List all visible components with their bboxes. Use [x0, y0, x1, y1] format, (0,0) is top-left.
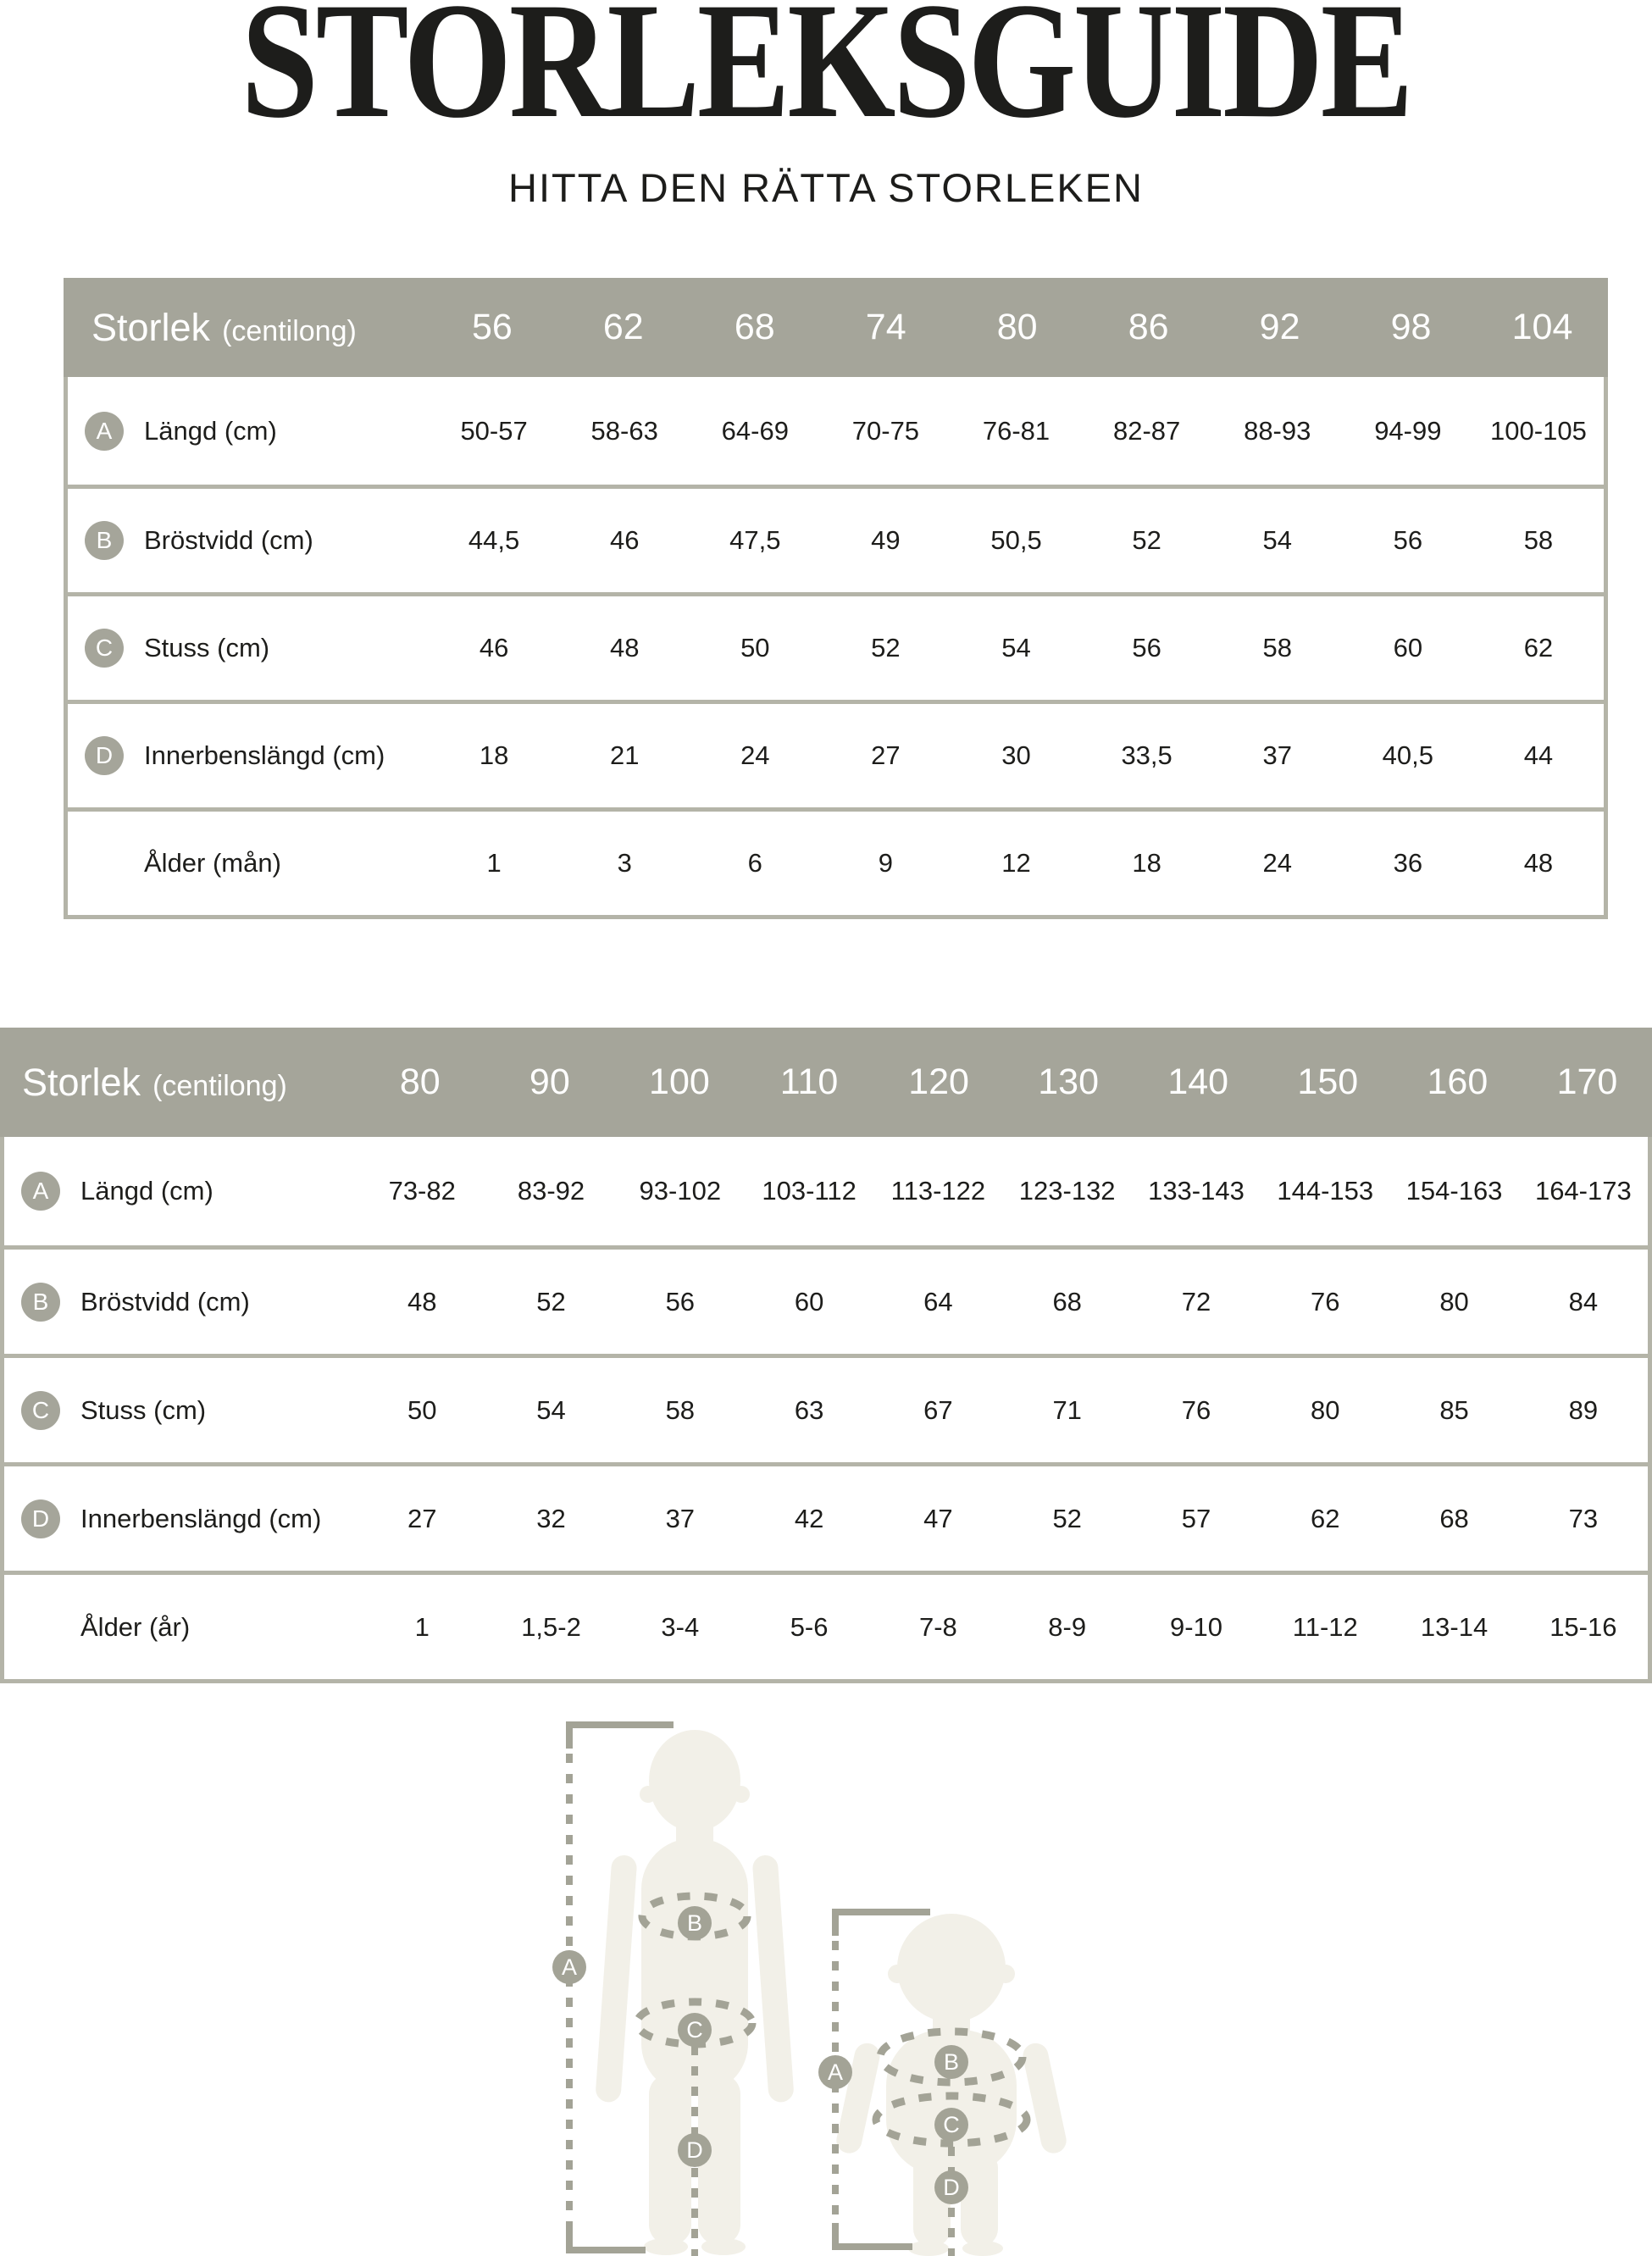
- row-label-cell: [4, 1172, 358, 1211]
- row-label: Längd (cm): [144, 415, 277, 446]
- size-value-cell: 49: [871, 525, 901, 555]
- size-value-cell: 47: [923, 1503, 953, 1533]
- measure-badge: C: [21, 1391, 60, 1430]
- size-value-cell: 56: [1132, 633, 1161, 662]
- size-value-cell: 54: [536, 1394, 566, 1425]
- size-column-header: 100: [649, 1061, 710, 1102]
- size-value-cell: 24: [740, 740, 770, 770]
- size-column-header: 160: [1427, 1061, 1488, 1102]
- size-column-header: 90: [529, 1061, 570, 1102]
- table-header-row: [64, 278, 1608, 377]
- size-value-cell: 57: [1181, 1503, 1211, 1533]
- size-value-cell: 7-8: [918, 1611, 957, 1642]
- size-value-cell: 67: [923, 1394, 953, 1425]
- size-column-header: 130: [1038, 1061, 1100, 1102]
- figure-badge-letter: A: [561, 1954, 578, 1980]
- table-header-label-cell: [0, 1061, 355, 1105]
- size-value-cell: 84: [1568, 1286, 1599, 1316]
- row-label: Stuss (cm): [144, 633, 270, 662]
- size-value-cell: 54: [1262, 525, 1292, 555]
- table-row: [4, 1245, 1648, 1354]
- size-value-cell: 50: [740, 633, 770, 662]
- figure-badge-letter: D: [943, 2175, 960, 2200]
- size-value-cell: 82-87: [1112, 415, 1181, 446]
- size-value-cell: 8-9: [1048, 1611, 1087, 1642]
- size-value-cell: 62: [1311, 1503, 1340, 1533]
- row-label: Bröstvidd (cm): [144, 525, 313, 555]
- size-column-header: 98: [1390, 307, 1432, 347]
- size-value-cell: 89: [1568, 1394, 1599, 1425]
- size-header-unit: (centilong): [152, 1069, 287, 1102]
- size-column-header: 74: [865, 307, 906, 347]
- size-value-cell: 13-14: [1420, 1611, 1488, 1642]
- size-value-cell: 64: [923, 1286, 953, 1316]
- size-column-header: 86: [1128, 307, 1169, 347]
- size-column-header: 80: [399, 1061, 441, 1102]
- row-label-cell: [4, 1283, 358, 1322]
- row-label-cell: [68, 629, 429, 668]
- table-header-row: [0, 1028, 1652, 1137]
- row-label-cell: [68, 736, 429, 775]
- size-column-header: 62: [602, 307, 644, 347]
- size-value-cell: 80: [1311, 1394, 1340, 1425]
- table-row: [4, 1137, 1648, 1245]
- size-column-header: 92: [1259, 307, 1300, 347]
- size-value-cell: 1: [414, 1611, 430, 1642]
- page-title: STORLEKSGUIDE: [241, 0, 1411, 152]
- size-value-cell: 63: [794, 1394, 824, 1425]
- figure-badge-letter: C: [943, 2112, 960, 2137]
- size-value-cell: 70-75: [851, 415, 920, 446]
- size-value-cell: 164-173: [1534, 1176, 1632, 1206]
- size-value-cell: 48: [1523, 848, 1554, 878]
- row-label: Bröstvidd (cm): [80, 1286, 250, 1316]
- size-column-header: 68: [734, 307, 775, 347]
- size-value-cell: 73-82: [388, 1176, 456, 1206]
- size-value-cell: 58: [1523, 525, 1554, 555]
- size-value-cell: 58-63: [590, 415, 658, 446]
- table-row: [68, 807, 1604, 915]
- figure-measure-badge: [818, 2055, 852, 2089]
- size-value-cell: 46: [479, 633, 509, 662]
- size-column-header: 56: [471, 307, 513, 347]
- row-label-cell: [4, 1608, 358, 1647]
- size-value-cell: 18: [479, 740, 509, 770]
- row-label-cell: [68, 412, 429, 451]
- size-value-cell: 56: [1393, 525, 1423, 555]
- table-row: [68, 592, 1604, 700]
- size-value-cell: 76: [1311, 1286, 1340, 1316]
- size-value-cell: 85: [1439, 1394, 1469, 1425]
- table-body: [64, 377, 1608, 919]
- figure-measure-badge: [678, 2013, 712, 2047]
- row-label: Längd (cm): [80, 1176, 213, 1206]
- size-value-cell: 5-6: [790, 1611, 829, 1642]
- size-value-cell: 58: [1262, 633, 1292, 662]
- measure-badge: C: [85, 629, 124, 668]
- size-column-header: 80: [996, 307, 1038, 347]
- size-value-cell: 73: [1568, 1503, 1599, 1533]
- size-column-header: 110: [779, 1061, 839, 1102]
- row-label: Innerbenslängd (cm): [80, 1503, 322, 1533]
- size-value-cell: 71: [1052, 1394, 1082, 1425]
- size-value-cell: 58: [665, 1394, 696, 1425]
- size-value-cell: 48: [407, 1286, 437, 1316]
- figure-badge-letter: D: [686, 2137, 703, 2163]
- size-value-cell: 3-4: [661, 1611, 700, 1642]
- figure-measure-badge: [934, 2108, 968, 2142]
- row-label-cell: [4, 1391, 358, 1430]
- row-label-cell: [68, 521, 429, 560]
- row-label: Innerbenslängd (cm): [144, 740, 385, 770]
- measurement-figure: [0, 1720, 1652, 2256]
- table-row: [68, 377, 1604, 485]
- size-column-header: 104: [1511, 307, 1573, 347]
- size-value-cell: 6: [747, 848, 762, 878]
- size-value-cell: 54: [1001, 633, 1031, 662]
- measure-badge: B: [85, 521, 124, 560]
- size-value-cell: 52: [1132, 525, 1161, 555]
- size-value-cell: 72: [1181, 1286, 1211, 1316]
- size-value-cell: 60: [794, 1286, 824, 1316]
- table-row: [4, 1462, 1648, 1571]
- figure-badge-letter: B: [943, 2049, 960, 2075]
- size-value-cell: 27: [407, 1503, 437, 1533]
- size-value-cell: 47,5: [729, 525, 781, 555]
- figure-measure-badge: [678, 1906, 712, 1940]
- size-value-cell: 62: [1523, 633, 1554, 662]
- measure-badge: D: [21, 1499, 60, 1538]
- size-value-cell: 50,5: [990, 525, 1042, 555]
- size-value-cell: 46: [609, 525, 640, 555]
- size-value-cell: 1: [486, 848, 502, 878]
- measure-badge: A: [21, 1172, 60, 1211]
- size-value-cell: 12: [1001, 848, 1031, 878]
- size-value-cell: 50: [407, 1394, 437, 1425]
- size-value-cell: 83-92: [517, 1176, 585, 1206]
- size-value-cell: 100-105: [1490, 415, 1587, 446]
- table-row: [68, 485, 1604, 592]
- size-value-cell: 68: [1439, 1503, 1469, 1533]
- size-value-cell: 103-112: [762, 1176, 856, 1206]
- size-value-cell: 64-69: [721, 415, 789, 446]
- figure-measure-badge: [934, 2045, 968, 2079]
- size-column-header: 150: [1297, 1061, 1359, 1102]
- size-value-cell: 154-163: [1405, 1176, 1503, 1206]
- size-value-cell: 52: [1052, 1503, 1082, 1533]
- size-table-child: [0, 1028, 1652, 1683]
- size-value-cell: 52: [536, 1286, 566, 1316]
- size-value-cell: 123-132: [1018, 1176, 1116, 1206]
- size-value-cell: 9-10: [1169, 1611, 1222, 1642]
- row-label: Ålder (år): [80, 1611, 191, 1642]
- measure-badge: D: [85, 736, 124, 775]
- size-value-cell: 21: [609, 740, 640, 770]
- size-value-cell: 48: [609, 633, 640, 662]
- size-value-cell: 76: [1181, 1394, 1211, 1425]
- size-value-cell: 9: [878, 848, 894, 878]
- size-value-cell: 76-81: [982, 415, 1051, 446]
- measure-badge: A: [85, 412, 124, 451]
- size-value-cell: 80: [1439, 1286, 1469, 1316]
- size-header-label: Storlek: [91, 305, 211, 349]
- size-header-label: Storlek: [22, 1060, 141, 1104]
- size-value-cell: 32: [536, 1503, 566, 1533]
- table-body: [0, 1137, 1652, 1683]
- size-value-cell: 52: [871, 633, 901, 662]
- size-value-cell: 40,5: [1382, 740, 1433, 770]
- page-subtitle: HITTA DEN RÄTTA STORLEKEN: [508, 165, 1144, 210]
- size-column-header: 120: [908, 1061, 969, 1102]
- size-value-cell: 24: [1262, 848, 1292, 878]
- table-row: [4, 1354, 1648, 1462]
- size-value-cell: 113-122: [890, 1176, 986, 1206]
- size-value-cell: 144-153: [1277, 1176, 1374, 1206]
- size-value-cell: 93-102: [639, 1176, 722, 1206]
- row-label: Stuss (cm): [80, 1394, 207, 1425]
- figure-badge-letter: B: [686, 1910, 703, 1936]
- size-value-cell: 50-57: [460, 415, 528, 446]
- figure-badge-letter: C: [686, 2017, 703, 2043]
- table-row: [68, 700, 1604, 807]
- size-value-cell: 37: [1262, 740, 1292, 770]
- size-table-infant: [64, 278, 1608, 919]
- size-value-cell: 15-16: [1549, 1611, 1617, 1642]
- table-row: [4, 1571, 1648, 1679]
- size-value-cell: 18: [1132, 848, 1161, 878]
- size-value-cell: 37: [665, 1503, 696, 1533]
- size-value-cell: 36: [1393, 848, 1423, 878]
- table-header-label-cell: [64, 306, 426, 350]
- size-value-cell: 88-93: [1244, 415, 1311, 446]
- size-value-cell: 68: [1052, 1286, 1082, 1316]
- page-title-wrap: [0, 0, 1652, 152]
- row-label: Ålder (mån): [144, 848, 281, 878]
- size-column-header: 170: [1556, 1061, 1618, 1102]
- size-value-cell: 60: [1393, 633, 1423, 662]
- size-value-cell: 1,5-2: [521, 1611, 581, 1642]
- size-value-cell: 27: [871, 740, 901, 770]
- size-value-cell: 33,5: [1121, 740, 1172, 770]
- size-value-cell: 44: [1523, 740, 1554, 770]
- size-value-cell: 94-99: [1374, 415, 1442, 446]
- row-label-cell: [4, 1499, 358, 1538]
- size-column-header: 140: [1167, 1061, 1229, 1102]
- row-label-cell: [68, 844, 429, 883]
- size-value-cell: 30: [1001, 740, 1031, 770]
- figure-measure-badge: [934, 2170, 968, 2204]
- size-value-cell: 56: [665, 1286, 696, 1316]
- size-value-cell: 42: [794, 1503, 824, 1533]
- size-header-unit: (centilong): [222, 314, 357, 347]
- measure-badge: B: [21, 1283, 60, 1322]
- size-value-cell: 11-12: [1292, 1611, 1358, 1642]
- figure-measure-badge: [678, 2133, 712, 2167]
- size-value-cell: 44,5: [468, 525, 520, 555]
- size-value-cell: 133-143: [1148, 1176, 1245, 1206]
- figure-badge-letter: A: [827, 2059, 844, 2085]
- figure-measure-badge: [552, 1950, 586, 1984]
- baby-silhouette: [834, 1914, 1069, 2256]
- size-value-cell: 3: [617, 848, 632, 878]
